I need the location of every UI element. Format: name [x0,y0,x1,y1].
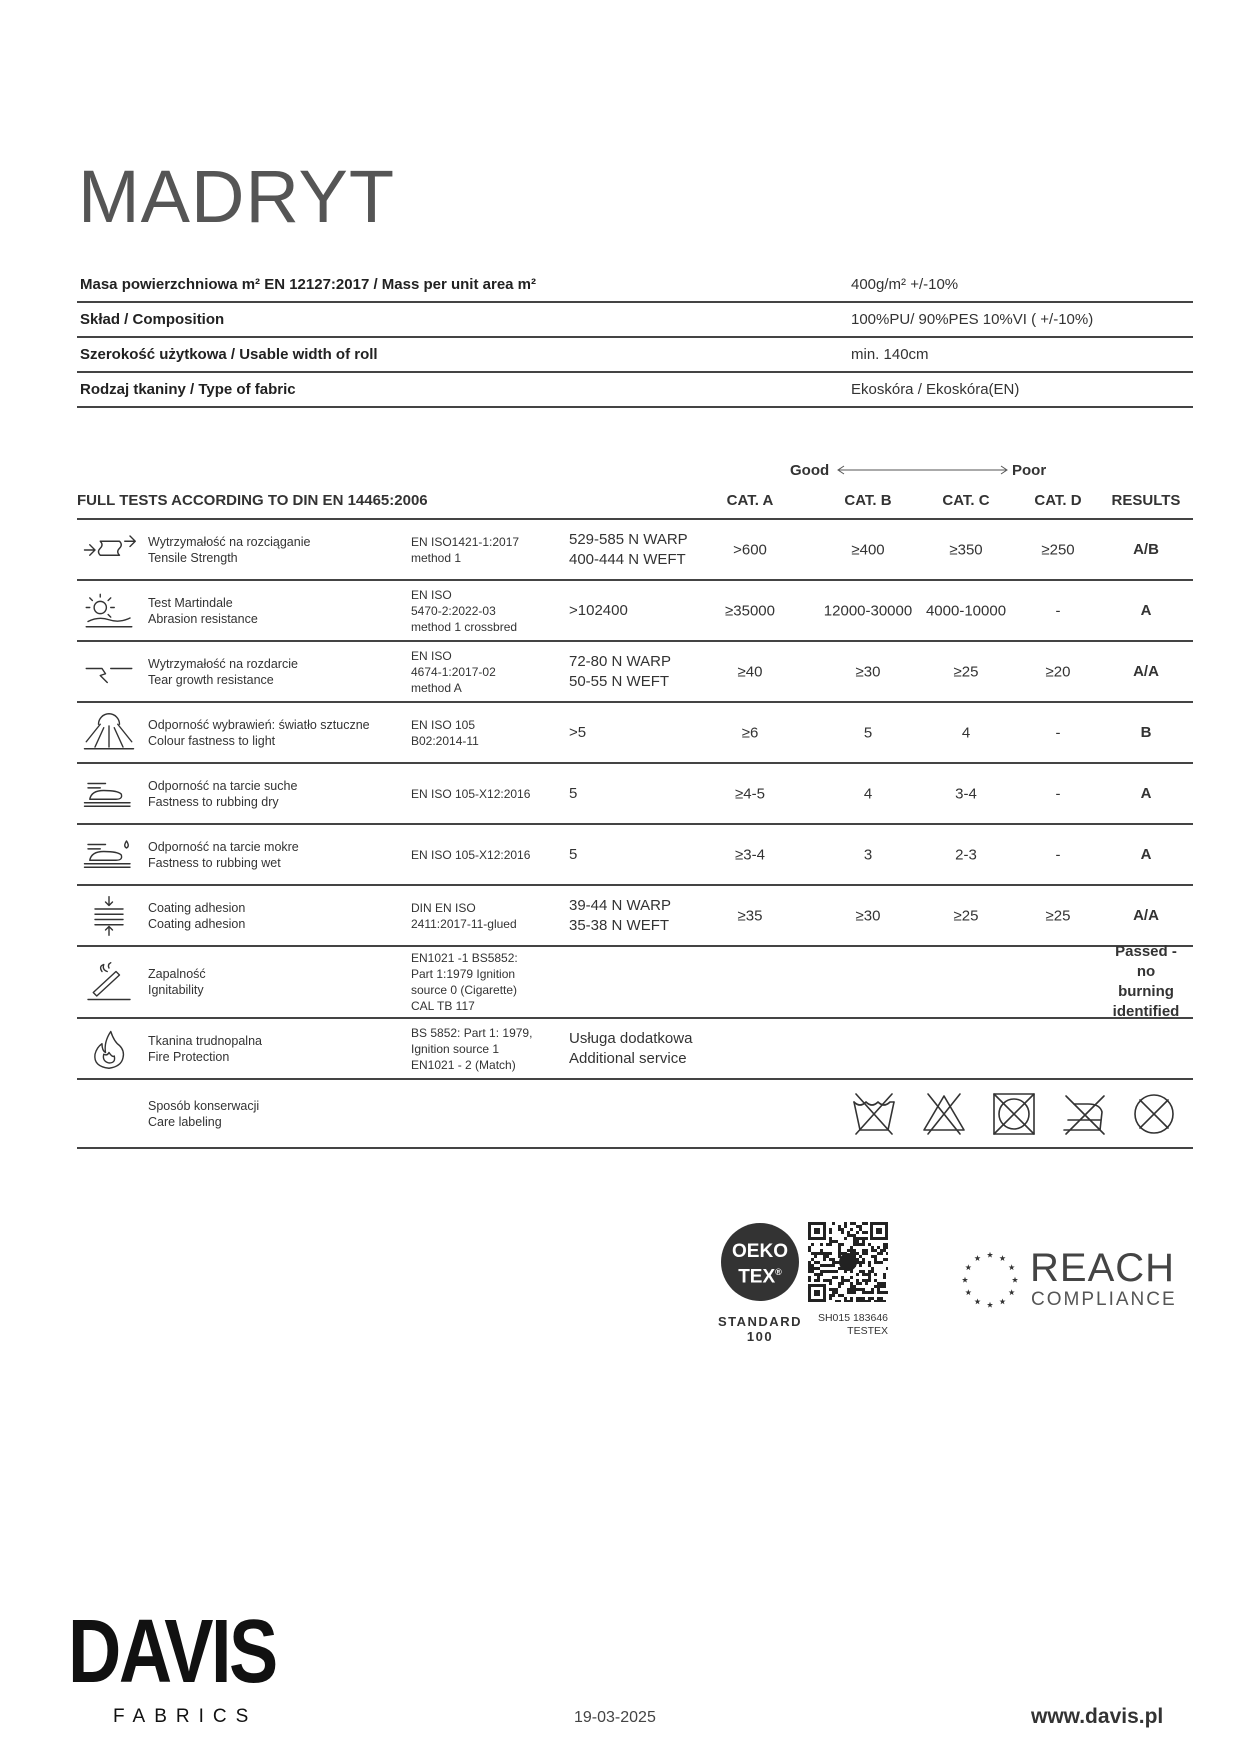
test-value [569,784,577,804]
spec-row [77,373,1193,408]
test-row [77,520,1193,581]
test-value-line: 35-38 N WEFT [569,916,670,934]
quality-scale [790,462,1060,484]
spec-row [77,303,1193,338]
website-link[interactable]: www.davis.pl [1031,1705,1164,1728]
test-cat-d: ≥20 [1045,663,1071,680]
test-cat-a: ≥6 [741,724,759,741]
test-name-en: Ignitability [148,983,204,997]
test-name [148,1033,262,1065]
care-name [148,1098,259,1130]
test-standard-line: 2411:2017-11-glued [411,916,517,931]
test-standard [411,587,561,635]
light-fastness-icon [81,709,137,757]
document-date: 19-03-2025 [574,1709,656,1726]
test-cat-b: 3 [863,846,873,863]
test-value-line: 5 [569,845,578,863]
test-standard-line: 4674-1:2017-02 [411,664,496,679]
test-standard-line: EN1021 -1 BS5852: [411,951,518,965]
cert-code: SH015 183646 [817,1312,888,1324]
oeko-line2: TEX [738,1266,776,1288]
test-standard-line: method A [411,680,462,695]
test-standard [411,950,561,1014]
test-result [1133,540,1159,560]
test-name [148,656,298,688]
test-name-pl: Wytrzymałość na rozdarcie [148,656,298,671]
test-name-pl: Tkanina trudnopalna [148,1033,262,1048]
test-result [1141,845,1152,865]
test-standard-line: EN ISO 105-X12:2016 [411,847,531,862]
header-cat-d: CAT. D [1034,492,1082,509]
test-result [1141,784,1152,804]
test-cat-c: 3-4 [955,785,977,802]
test-standard-line: B02:2014-11 [411,733,479,748]
spec-value: min. 140cm [851,346,929,363]
test-value-line: 400-444 N WEFT [569,550,686,568]
tear-icon [81,648,137,696]
test-value-line: 72-80 N WARP [569,652,671,670]
do-not-iron-icon [1060,1090,1108,1138]
coating-adhesion-icon [81,892,137,940]
oeko-standard: STANDARD [718,1314,802,1329]
spec-table [77,268,1193,408]
test-result-line: A/A [1133,906,1159,924]
test-cat-a: >600 [733,541,767,558]
test-standard [411,786,561,802]
test-cat-d: ≥250 [1041,541,1075,558]
test-value-line: 39-44 N WARP [569,896,671,914]
test-standard-line: Ignition source 1 [411,1041,500,1056]
test-name-pl: Test Martindale [148,595,233,610]
test-row [77,703,1193,764]
header-cat-b: CAT. B [844,492,892,509]
test-standard-line: EN1021 - 2 (Match) [411,1057,516,1072]
test-name-en: Fastness to rubbing dry [148,794,279,809]
test-name-en: Abrasion resistance [148,611,258,626]
test-result-line: A [1140,784,1152,802]
test-cat-d: - [1055,602,1061,619]
test-name [148,534,310,566]
cert-lab: TESTEX [847,1325,888,1337]
test-cat-b: 5 [863,724,873,741]
spec-value: 400g/m² +/-10% [851,276,959,293]
do-not-dry-clean-icon [1130,1090,1178,1138]
oeko-number: 100 [746,1329,774,1344]
test-standard [411,648,561,696]
test-cat-b: ≥30 [855,663,881,680]
test-row [77,581,1193,642]
test-standard-line: 5470-2:2022-03 [411,603,496,618]
test-name [148,900,245,932]
spec-label: Masa powierzchniowa m² EN 12127:2017 / Mass per unit area m² [80,276,537,293]
test-name-pl: Odporność na tarcie suche [148,778,298,793]
do-not-tumble-dry-icon [990,1090,1038,1138]
test-standard [411,900,561,932]
test-name [148,966,206,998]
test-standard-line: EN ISO [411,648,452,663]
test-name-en: Coating adhesion [148,916,246,931]
tests-table-title: FULL TESTS ACCORDING TO DIN EN 14465:2006 [77,492,428,509]
spec-row [77,338,1193,373]
test-value [569,652,671,692]
test-value [569,723,586,743]
davis-logo-subtitle: FABRICS [113,1706,258,1727]
test-value [569,530,688,570]
test-value-line: >102400 [569,601,628,619]
test-value-line: >5 [569,723,587,741]
care-name-pl: Sposób konserwacji [148,1098,260,1113]
test-standard-line: method 1 [411,550,462,565]
test-row [77,825,1193,886]
care-name-en: Care labeling [148,1114,222,1129]
test-cat-a: ≥35 [737,907,763,924]
scale-arrow-icon [835,464,1010,476]
reach-title: REACH [1030,1246,1176,1290]
test-standard-line: Part 1:1979 Ignition [411,967,516,981]
test-cat-a: ≥3-4 [735,846,765,863]
ignitability-icon [81,958,137,1006]
test-row [77,1019,1193,1080]
oeko-reg: ® [775,1267,782,1277]
test-standard [411,847,561,863]
test-cat-a: ≥40 [737,663,763,680]
test-cat-b: ≥400 [851,541,885,558]
document-title: MADRYT [78,155,396,238]
test-cat-a: ≥35000 [725,602,775,619]
rubbing-dry-icon [81,770,137,818]
test-value [569,896,671,936]
test-standard-line: EN ISO1421-1:2017 [411,534,520,549]
header-cat-c: CAT. C [942,492,990,509]
care-labeling-row [77,1080,1193,1149]
test-value-line: 50-55 N WEFT [569,672,670,690]
test-standard-line: CAL TB 117 [411,999,475,1013]
test-standard-line: BS 5852: Part 1: 1979, [411,1025,533,1040]
test-result [1133,662,1159,682]
test-value-line: Usługa dodatkowa [569,1029,693,1047]
test-result-line: B [1140,723,1152,741]
test-row [77,886,1193,947]
test-value [569,845,577,865]
eu-stars-icon [960,1250,1020,1310]
test-standard [411,534,561,566]
test-cat-d: - [1055,724,1061,741]
test-name-pl: Coating adhesion [148,900,246,915]
test-name [148,778,297,810]
certificate-code [808,1312,888,1338]
test-name [148,717,370,749]
test-result-line: A/A [1133,662,1159,680]
spec-label: Szerokość użytkowa / Usable width of roll [80,346,378,363]
test-cat-c: 4 [961,724,971,741]
test-standard-line: DIN EN ISO [411,900,476,915]
test-name-pl: Odporność na tarcie mokre [148,839,299,854]
scale-poor-label: Poor [1012,462,1047,479]
test-name-en: Colour fastness to light [148,733,276,748]
test-cat-d: - [1055,846,1061,863]
test-row [77,642,1193,703]
spec-value: 100%PU/ 90%PES 10%VI ( +/-10%) [851,311,1094,328]
test-cat-d: ≥25 [1045,907,1071,924]
test-name-pl: Odporność wybrawień: światło sztuczne [148,717,370,732]
test-standard [411,1025,561,1073]
oeko-line1: OEKO [732,1241,788,1262]
test-value-line: Additional service [569,1049,687,1067]
spec-row [77,268,1193,303]
test-result-line: A [1140,845,1152,863]
test-result [1113,942,1180,1022]
test-cat-a: ≥4-5 [735,785,765,802]
tensile-icon [81,526,137,574]
test-standard-line: EN ISO 105 [411,717,476,732]
test-cat-c: ≥25 [953,907,979,924]
tests-table [77,520,1193,1149]
test-standard [411,717,561,749]
header-cat-a: CAT. A [726,492,774,509]
test-standard-line: EN ISO [411,587,452,602]
test-cat-b: 12000-30000 [823,602,913,619]
test-value-line: 5 [569,784,578,802]
test-standard-line: source 0 (Cigarette) [411,983,518,997]
test-cat-b: 4 [863,785,873,802]
do-not-bleach-icon [920,1090,968,1138]
test-name-pl: Zapalność [148,967,206,981]
test-name-pl: Wytrzymałość na rozciąganie [148,534,311,549]
spec-value: Ekoskóra / Ekoskóra(EN) [851,381,1020,398]
test-value [569,1029,692,1069]
care-icons [850,1090,1178,1138]
test-name-en: Tear growth resistance [148,672,274,687]
test-name [148,595,258,627]
do-not-wash-icon [850,1090,898,1138]
test-row [77,764,1193,825]
test-name-en: Fastness to rubbing wet [148,855,281,870]
davis-logo: DAVIS [68,1602,276,1702]
test-row [77,943,1193,1020]
test-name [148,839,299,871]
test-result-line: A/B [1133,540,1159,558]
test-cat-b: ≥30 [855,907,881,924]
test-standard-line: method 1 crossbred [411,619,518,634]
test-cat-c: 2-3 [955,846,977,863]
spec-label: Rodzaj tkaniny / Type of fabric [80,381,296,398]
fire-protection-icon [81,1025,137,1073]
test-result-line: A [1140,601,1152,619]
header-results: RESULTS [1111,492,1181,509]
test-name-en: Fire Protection [148,1049,230,1064]
test-result-line: identified [1112,1003,1180,1020]
test-cat-d: - [1055,785,1061,802]
test-value [569,601,628,621]
test-name-en: Tensile Strength [148,550,238,565]
spec-label: Skład / Composition [80,311,225,328]
test-result-line: no burning [1118,963,1174,1000]
test-result-line: Passed - [1115,943,1177,960]
test-standard-line: EN ISO 105-X12:2016 [411,786,531,801]
qr-code-icon[interactable] [808,1222,888,1302]
test-result [1141,601,1152,621]
test-cat-c: ≥350 [949,541,983,558]
test-result [1133,906,1159,926]
tests-table-header [77,488,1193,520]
abrasion-icon [81,587,137,635]
test-cat-c: ≥25 [953,663,979,680]
test-cat-c: 4000-10000 [925,602,1007,619]
rubbing-wet-icon [81,831,137,879]
scale-good-label: Good [790,462,830,479]
test-value-line: 529-585 N WARP [569,530,688,548]
test-result [1141,723,1152,743]
reach-subtitle: COMPLIANCE [1031,1289,1177,1310]
oeko-tex-logo [718,1222,802,1344]
